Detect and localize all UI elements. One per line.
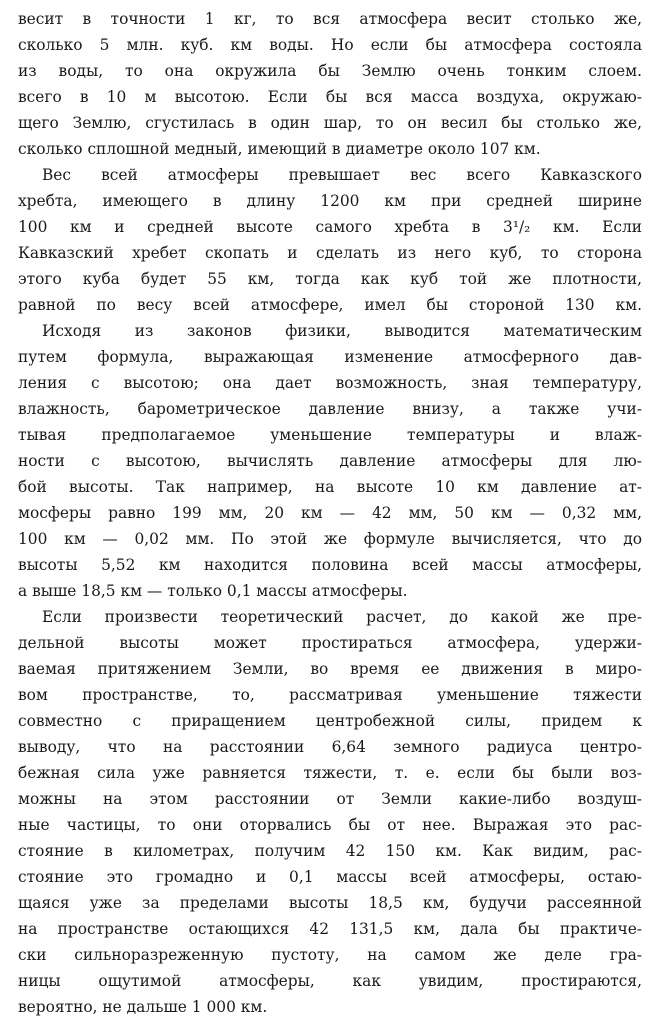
text-line: на пространстве остающихся 42 131,5 км, дала бы практиче-	[18, 920, 642, 938]
text-line: ления с высотою; она дает возможность, зная температуру,	[18, 374, 642, 392]
text-line: ные частицы, то они оторвались бы от нее. Выражая это рас-	[18, 816, 642, 834]
text-line: Вес всей атмосферы превышает вес всего Кавказского	[42, 166, 642, 184]
text-line: хребта, имеющего в длину 1200 км при средней ширине	[18, 192, 642, 210]
text-line: ваемая притяжением Земли, во время ее движения в миро-	[18, 660, 642, 678]
text-line: ницы ощутимой атмосферы, как увидим, простираются,	[18, 972, 642, 990]
text-line: можны на этом расстоянии от Земли какие-либо воздуш-	[18, 790, 642, 808]
text-line: мосферы равно 199 мм, 20 км — 42 мм, 50 км — 0,32 мм,	[18, 504, 642, 522]
text-line: влажность, барометрическое давление внизу, а также учи-	[18, 400, 642, 418]
text-line: путем формула, выражающая изменение атмосферного дав-	[18, 348, 642, 366]
text-line: 100 км и средней высоте самого хребта в 3¹/₂ км. Если	[18, 218, 642, 236]
text-line: вом пространстве, то, рассматривая уменьшение тяжести	[18, 686, 642, 704]
text-line: тывая предполагаемое уменьшение температуры и влаж-	[18, 426, 642, 444]
text-line: ности с высотою, вычислять давление атмосферы для лю-	[18, 452, 642, 470]
text-line: сколько сплошной медный, имеющий в диаметре около 107 км.	[18, 140, 541, 158]
text-line: из воды, то она окружила бы Землю очень тонким слоем.	[18, 62, 642, 80]
text-line: Кавказский хребет скопать и сделать из него куб, то сторона	[18, 244, 642, 262]
text-line: совместно с приращением центробежной силы, придем к	[18, 712, 642, 730]
text-line: щаяся уже за пределами высоты 18,5 км, будучи рассеянной	[18, 894, 642, 912]
paragraph-1	[18, 6, 642, 162]
text-line: выводу, что на расстоянии 6,64 земного радиуса центро-	[18, 738, 642, 756]
text-line: бой высоты. Так например, на высоте 10 км давление ат-	[18, 478, 642, 496]
text-line: Если произвести теоретический расчет, до какой же пре-	[42, 608, 642, 626]
text-line: дельной высоты может простираться атмосфера, удержи-	[18, 634, 642, 652]
text-line: ски сильноразреженную пустоту, на самом же деле гра-	[18, 946, 642, 964]
text-line: равной по весу всей атмосфере, имел бы стороной 130 км.	[18, 296, 642, 314]
text-line: а выше 18,5 км — только 0,1 массы атмосферы.	[18, 582, 408, 600]
document-page	[18, 6, 642, 1020]
text-line: всего в 10 м высотою. Если бы вся масса воздуха, окружаю-	[18, 88, 642, 106]
text-line: вероятно, не дальше 1 000 км.	[18, 998, 268, 1016]
text-line: высоты 5,52 км находится половина всей массы атмосферы,	[18, 556, 642, 574]
paragraph-4	[18, 604, 642, 1020]
text-line: этого куба будет 55 км, тогда как куб той же плотности,	[18, 270, 642, 288]
text-line: весит в точности 1 кг, то вся атмосфера весит столько же,	[18, 10, 642, 28]
text-line: сколько 5 млн. куб. км воды. Но если бы атмосфера состояла	[18, 36, 642, 54]
paragraph-2	[18, 162, 642, 318]
text-line: 100 км — 0,02 мм. По этой же формуле вычисляется, что до	[18, 530, 642, 548]
text-line: стояние в километрах, получим 42 150 км. Как видим, рас-	[18, 842, 642, 860]
text-line: бежная сила уже равняется тяжести, т. е. если бы были воз-	[18, 764, 642, 782]
text-line: Исходя из законов физики, выводится математическим	[42, 322, 642, 340]
text-line: щего Землю, сгустилась в один шар, то он весил бы столько же,	[18, 114, 642, 132]
paragraph-3	[18, 318, 642, 604]
text-line: стояние это громадно и 0,1 массы всей атмосферы, остаю-	[18, 868, 642, 886]
